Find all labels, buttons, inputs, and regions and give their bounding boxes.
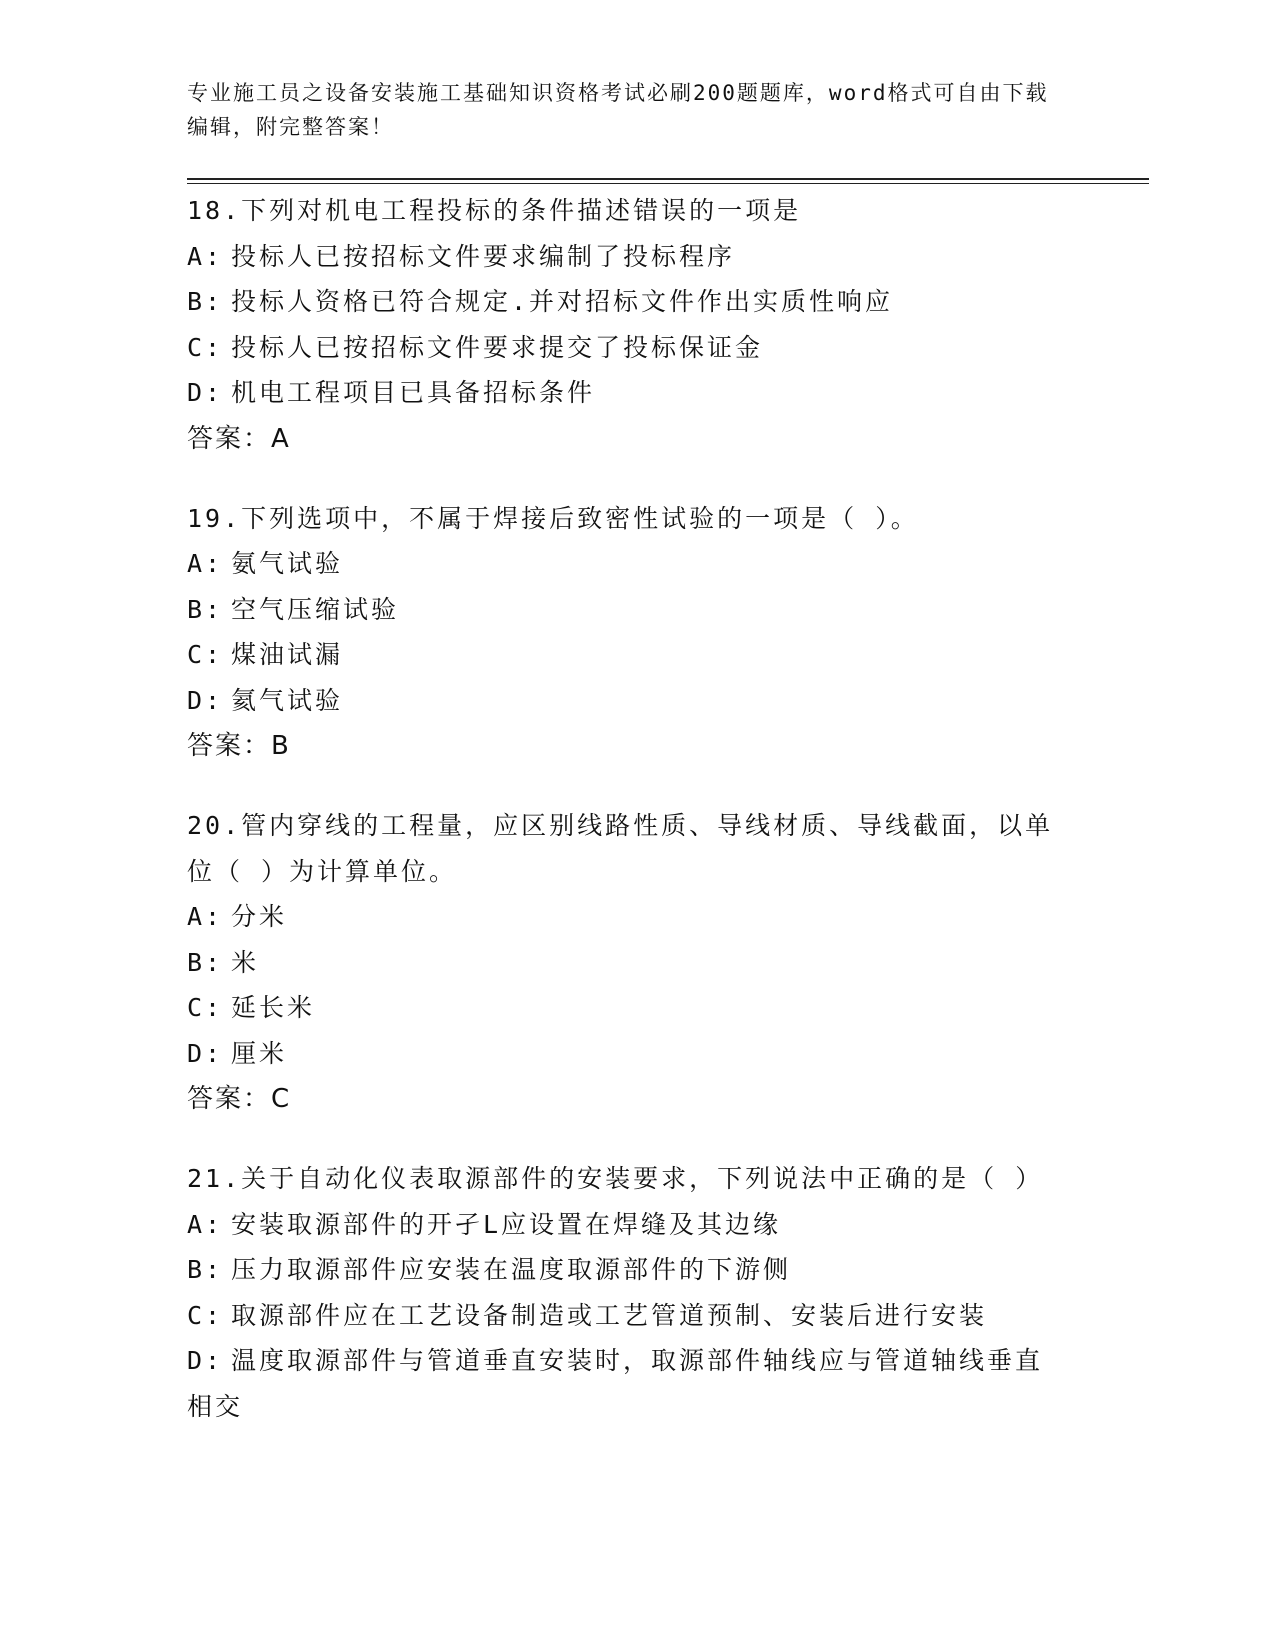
question-stem: 20.管内穿线的工程量，应区别线路性质、导线材质、导线截面，以单位（ ）为计算单位。 xyxy=(187,811,1054,886)
option-c xyxy=(187,985,1087,1031)
option-text: 氨气试验 xyxy=(231,549,344,578)
option-text: 机电工程项目已具备招标条件 xyxy=(231,378,596,407)
option-letter: D: xyxy=(187,1346,224,1375)
option-letter: A: xyxy=(187,1209,224,1239)
question-18 xyxy=(187,188,1087,462)
option-c xyxy=(187,1293,1087,1339)
question-19 xyxy=(187,496,1087,770)
question-stem: 19.下列选项中，不属于焊接后致密性试验的一项是（ ）。 xyxy=(187,503,919,533)
header-divider-thin xyxy=(187,183,1149,184)
question-stem: 18.下列对机电工程投标的条件描述错误的一项是 xyxy=(187,196,802,225)
header-divider-thick xyxy=(187,178,1149,180)
option-text: 空气压缩试验 xyxy=(231,594,400,624)
option-letter: A: xyxy=(187,549,224,578)
option-a xyxy=(187,1202,1087,1248)
option-b xyxy=(187,1247,1087,1293)
option-text: 煤油试漏 xyxy=(231,640,344,669)
answer-line: 答案：B xyxy=(187,731,291,761)
option-letter: B: xyxy=(187,594,224,624)
document-header: 专业施工员之设备安装施工基础知识资格考试必刷200题题库，word格式可自由下载编辑，附完整答案！ xyxy=(187,81,1049,139)
option-letter: D: xyxy=(187,685,224,715)
option-c xyxy=(187,632,1087,678)
option-a xyxy=(187,894,1087,940)
option-c xyxy=(187,325,1087,371)
option-text: 分米 xyxy=(231,902,288,931)
option-letter: B: xyxy=(187,287,224,316)
option-letter: A: xyxy=(187,241,224,271)
option-letter: C: xyxy=(187,1300,224,1330)
option-letter: C: xyxy=(187,332,224,362)
option-d xyxy=(187,1031,1087,1077)
option-d xyxy=(187,678,1087,724)
option-text: 温度取源部件与管道垂直安装时，取源部件轴线应与管道轴线垂直相交 xyxy=(187,1346,1044,1421)
option-text: 取源部件应在工艺设备制造或工艺管道预制、安装后进行安装 xyxy=(231,1300,988,1330)
option-letter: A: xyxy=(187,902,224,931)
option-a xyxy=(187,234,1087,280)
question-stem: 21.关于自动化仪表取源部件的安装要求，下列说法中正确的是（ ） xyxy=(187,1164,1044,1193)
question-20 xyxy=(187,803,1087,1122)
option-text: 延长米 xyxy=(231,993,316,1022)
option-text: 氦气试验 xyxy=(231,685,344,715)
option-b xyxy=(187,279,1087,325)
option-letter: C: xyxy=(187,640,224,669)
option-text: 厘米 xyxy=(231,1038,288,1068)
option-text: 投标人已按招标文件要求提交了投标保证金 xyxy=(231,332,764,362)
option-letter: B: xyxy=(187,1255,224,1284)
option-text: 投标人已按招标文件要求编制了投标程序 xyxy=(231,241,736,271)
option-letter: C: xyxy=(187,993,224,1022)
option-b xyxy=(187,587,1087,633)
answer-line: 答案：C xyxy=(187,1084,292,1114)
option-text: 投标人资格已符合规定.并对招标文件作出实质性响应 xyxy=(231,287,894,316)
option-b xyxy=(187,940,1087,986)
option-letter: D: xyxy=(187,1038,224,1068)
option-text: 安装取源部件的开孑L应设置在焊缝及其边缘 xyxy=(231,1209,782,1239)
option-letter: B: xyxy=(187,947,224,977)
option-text: 米 xyxy=(231,947,260,977)
option-a xyxy=(187,541,1087,587)
option-d xyxy=(187,1338,1067,1429)
option-d xyxy=(187,370,1087,416)
question-21 xyxy=(187,1156,1087,1429)
option-letter: D: xyxy=(187,378,224,407)
option-text: 压力取源部件应安装在温度取源部件的下游侧 xyxy=(231,1255,792,1284)
question-list xyxy=(187,188,1087,1463)
answer-line: 答案：A xyxy=(187,423,291,454)
